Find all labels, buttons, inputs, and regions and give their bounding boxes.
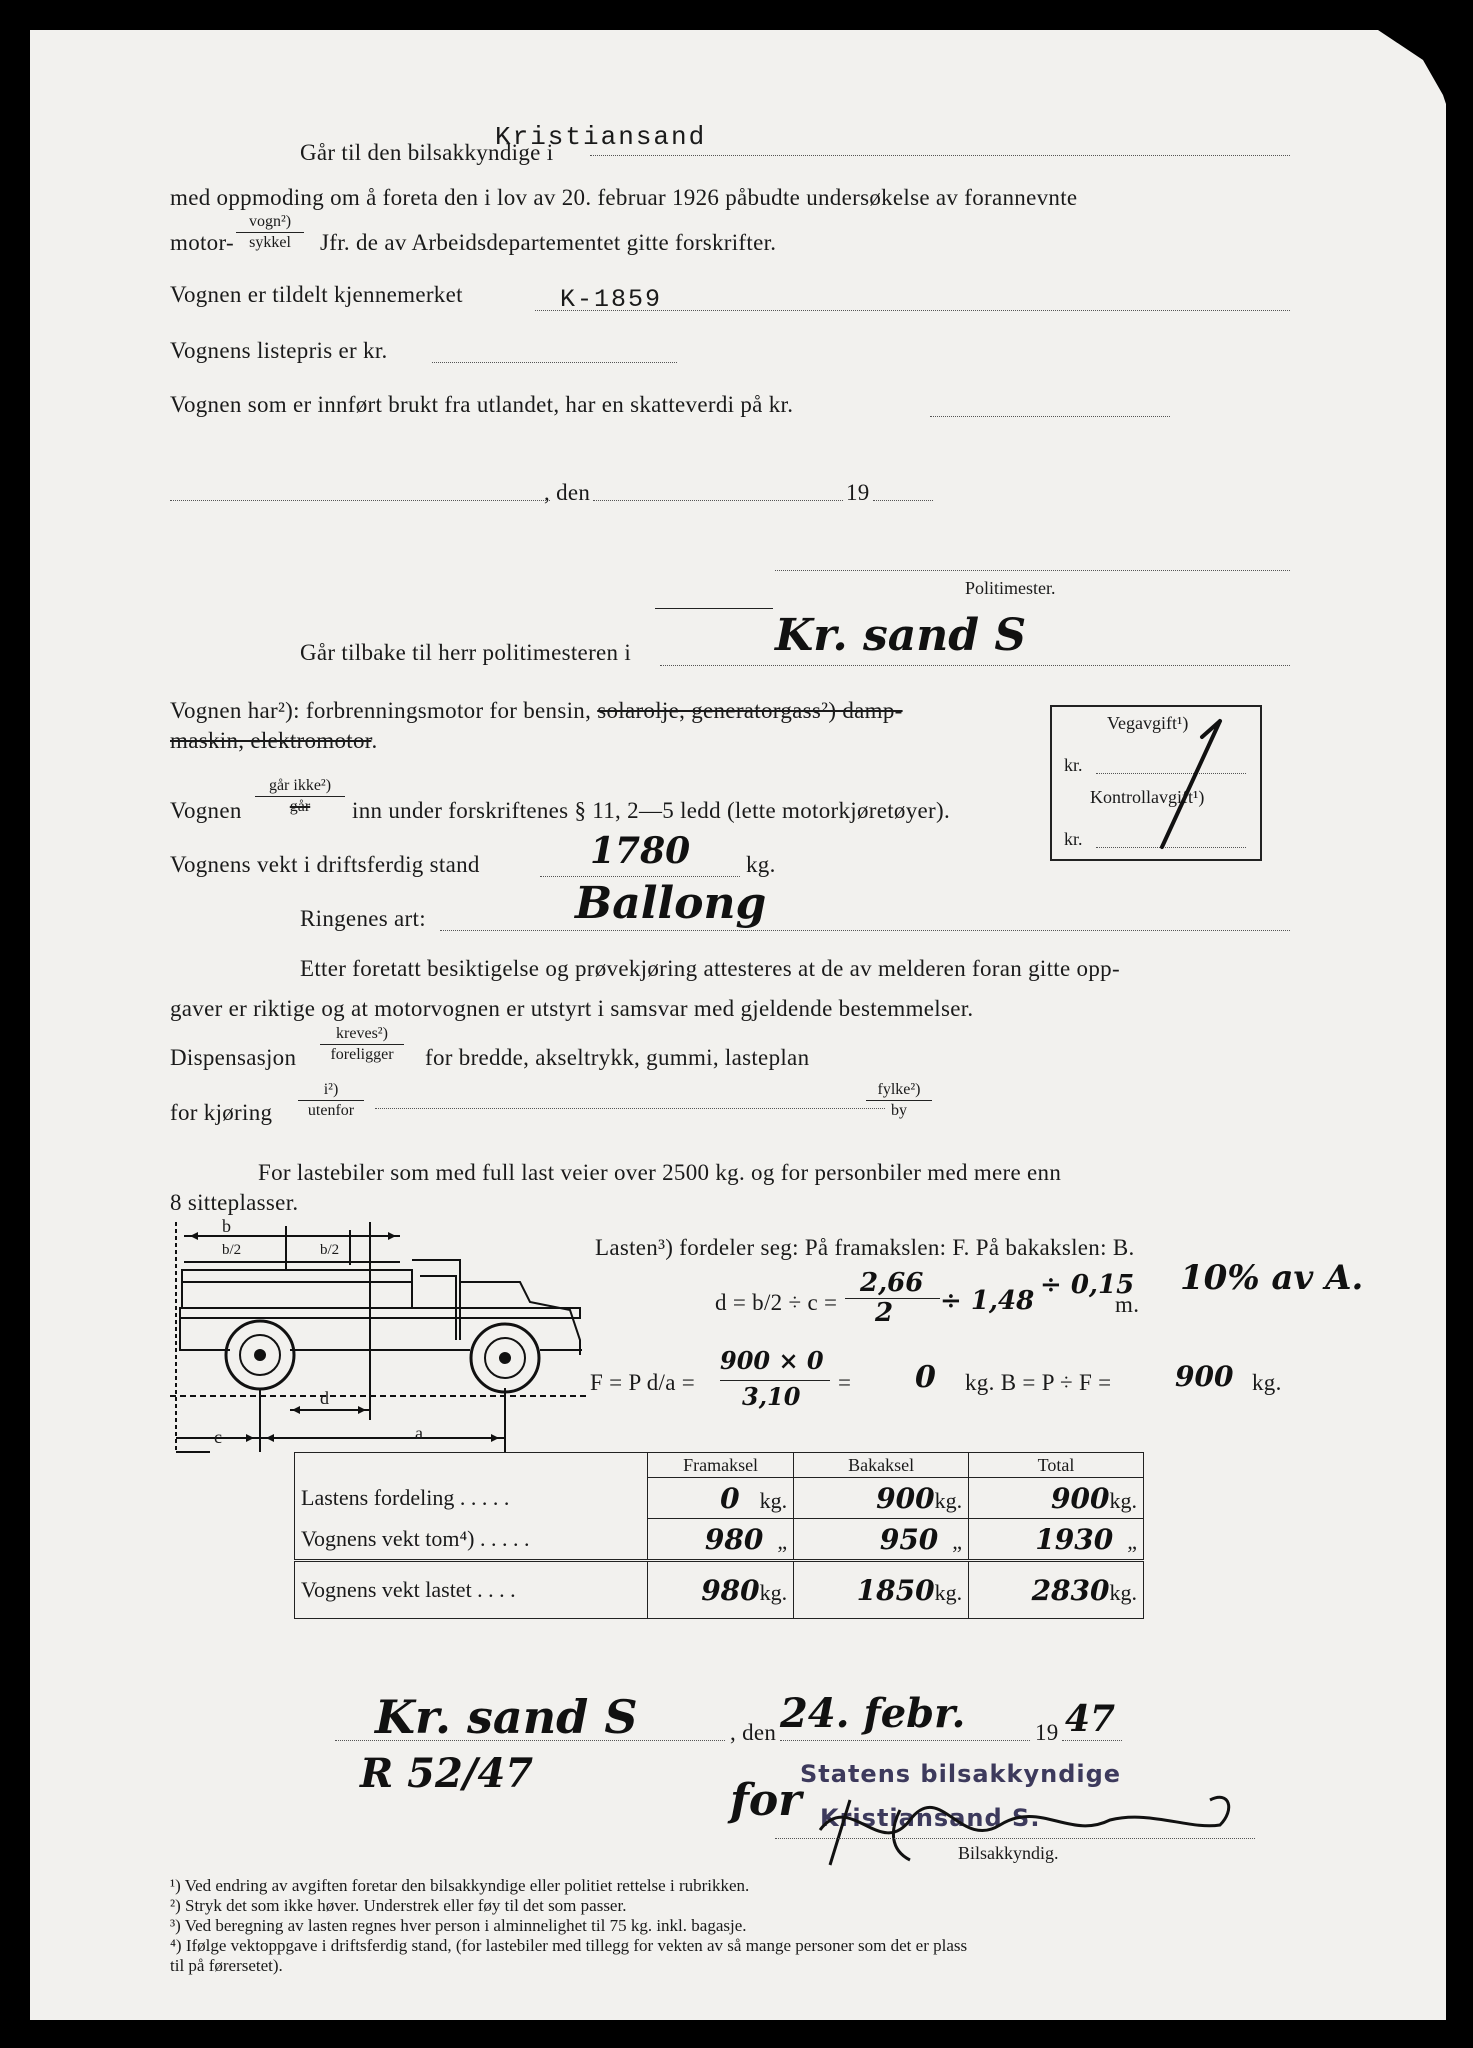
- engine-line2: [170, 728, 378, 754]
- tires-line: [440, 930, 1290, 931]
- region-frac-top: fylke²): [866, 1080, 932, 1101]
- diagram-label-c: c: [214, 1427, 222, 1447]
- weight-unit: kg.: [746, 852, 776, 877]
- table-row: [295, 1561, 1144, 1619]
- f-hw-bottom: 3,10: [742, 1382, 801, 1411]
- table-cell: [969, 1561, 1144, 1619]
- light-fraction: [255, 776, 345, 817]
- table-header: Total: [969, 1453, 1144, 1478]
- weight-line: [540, 876, 740, 877]
- table-cell: [794, 1478, 969, 1519]
- sign-den-label: , den: [730, 1720, 777, 1745]
- weight-label: Vognens vekt i driftsferdig stand: [170, 852, 480, 877]
- year-prefix: 19: [846, 480, 870, 505]
- diagram-label-a: a: [415, 1423, 423, 1443]
- sign-date-line: [780, 1740, 1030, 1741]
- truck-diagram: [170, 1216, 590, 1460]
- dispensation-fraction: [320, 1024, 404, 1065]
- footnote: ³) Ved beregning av lasten regnes hver person i alminnelighet til 75 kg. inkl. bagasje.: [170, 1916, 747, 1935]
- table-row-label: Vognens vekt lastet . . . .: [295, 1561, 648, 1619]
- section-divider: [655, 608, 773, 609]
- goes-to-prefix: Går til den bilsakkyndige i: [300, 140, 554, 165]
- vegavgift-kr: kr.: [1064, 755, 1083, 775]
- table-unit: kg.: [1109, 1579, 1137, 1605]
- light-frac-bottom: går: [289, 798, 311, 815]
- table-unit: „: [777, 1528, 788, 1554]
- region-frac-bottom: by: [891, 1102, 907, 1119]
- driving-fraction: [298, 1080, 364, 1121]
- table-hw-value: 2830: [1031, 1573, 1110, 1607]
- d-hw-b: 2,66: [860, 1268, 924, 1298]
- vegavgift-label: Vegavgift¹): [1107, 713, 1189, 733]
- goes-to-place: Kristiansand: [495, 122, 707, 152]
- table-cell: [648, 1519, 794, 1561]
- footnote: ²) Stryk det som ikke høver. Understrek eller føy til det som passer.: [170, 1896, 627, 1915]
- stamp-line2: Kristiansand S.: [820, 1804, 1041, 1832]
- tires-value: Ballong: [575, 878, 767, 929]
- motor-frac-bottom: sykkel: [249, 234, 291, 251]
- sign-place-handwritten: Kr. sand S: [375, 1690, 638, 1744]
- engine-prefix: Vognen har²): forbrenningsmotor for bensin,: [170, 698, 598, 723]
- table-unit: kg.: [934, 1487, 963, 1513]
- fees-slash-mark: [1052, 707, 1260, 859]
- table-header: Bakaksel: [794, 1453, 969, 1478]
- bilsakkyndig-label: Bilsakkyndig.: [958, 1843, 1059, 1863]
- table-unit: „: [952, 1528, 963, 1554]
- dispensation-frac-top: kreves²): [320, 1024, 404, 1045]
- sign-place-line: [335, 1740, 725, 1741]
- engine-line: [170, 698, 903, 724]
- goes-to-line: [590, 155, 1290, 156]
- import-line: [930, 416, 1170, 417]
- request-text: med oppmoding om å foreta den i lov av 20. februar 1926 påbudte undersøkelse av forannevnte: [170, 185, 1078, 210]
- table-cell: [794, 1519, 969, 1561]
- engine-struck2: maskin, elektromotor: [170, 728, 372, 753]
- attest-line1: Etter foretatt besiktigelse og prøvekjøring attesteres at de av melderen foran gitte opp-: [300, 956, 1120, 981]
- diagram-label-b: b: [222, 1216, 231, 1236]
- table-cell: [794, 1561, 969, 1619]
- trucks-note-line2: 8 sitteplasser.: [170, 1190, 299, 1215]
- driving-frac-top: i²): [298, 1080, 364, 1101]
- listprice-label: Vognens listepris er kr.: [170, 338, 388, 363]
- table-row-label: Lastens fordeling . . . . .: [295, 1478, 648, 1519]
- table-unit: kg.: [1109, 1487, 1137, 1513]
- sign-date-handwritten: 24. febr.: [780, 1690, 966, 1737]
- table-row: [295, 1478, 1144, 1519]
- b-unit: kg.: [1252, 1370, 1282, 1395]
- date-line: [593, 500, 843, 501]
- table-header: Framaksel: [648, 1453, 794, 1478]
- load-note-handwritten: 10% av A.: [1180, 1258, 1364, 1298]
- table-hw-value: 1930: [1035, 1522, 1114, 1556]
- year-line: [873, 500, 933, 501]
- return-label: Går tilbake til herr politimesteren i: [300, 640, 632, 665]
- sign-line: [775, 1838, 1255, 1839]
- dispensation-label: Dispensasjon: [170, 1045, 297, 1070]
- region-fraction: [866, 1080, 932, 1121]
- table-hw-value: 980: [704, 1522, 764, 1556]
- diagram-label-b-half1: b/2: [222, 1242, 242, 1258]
- kontrollavgift-kr: kr.: [1064, 829, 1083, 849]
- reg-label: Vognen er tildelt kjennemerket: [170, 282, 463, 307]
- sign-year-prefix: 19: [1035, 1720, 1059, 1745]
- d-hw-c: ÷ 1,48: [940, 1286, 1035, 1316]
- d-unit: m.: [1115, 1292, 1140, 1317]
- den-label: , den: [544, 480, 591, 505]
- b-formula: kg. B = P ÷ F =: [965, 1370, 1112, 1395]
- table-hw-value: 900: [876, 1481, 935, 1515]
- f-hw-fraction-bar: [720, 1380, 830, 1381]
- light-rest: inn under forskriftenes § 11, 2—5 ledd (lette motorkjøretøyer).: [352, 798, 950, 823]
- reg-value: K-1859: [560, 285, 663, 314]
- table-unit: kg.: [759, 1579, 788, 1605]
- driving-frac-bottom: utenfor: [307, 1102, 355, 1119]
- table-corner: [295, 1453, 648, 1478]
- table-row-label: Vognens vekt tom⁴) . . . . .: [295, 1519, 648, 1561]
- table-unit: kg.: [759, 1487, 788, 1513]
- footnote: ⁴) Ifølge vektoppgave i driftsferdig stand, (for lastebiler med tillegg for vekten av så mange personer som det er plass: [170, 1936, 968, 1955]
- politimester-line: [775, 570, 1290, 571]
- trucks-note-line1: For lastebiler som med full last veier over 2500 kg. og for personbiler med mere enn: [258, 1160, 1062, 1185]
- table-unit: „: [1127, 1528, 1137, 1554]
- table-hw-value: 900: [1051, 1481, 1110, 1515]
- table-hw-value: 980: [701, 1573, 760, 1607]
- tires-label: Ringenes art:: [300, 906, 426, 931]
- dispensation-rest: for bredde, akseltrykk, gummi, lasteplan: [425, 1045, 810, 1070]
- f-formula: F = P d/a =: [590, 1370, 696, 1395]
- engine-suffix: .: [371, 728, 378, 753]
- table-cell: [969, 1478, 1144, 1519]
- fees-box: [1050, 705, 1262, 861]
- f-equals: =: [838, 1370, 852, 1395]
- d-hw-d: ÷ 0,15: [1040, 1270, 1135, 1300]
- motor-prefix: motor-: [170, 230, 234, 255]
- d-formula: d = b/2 ÷ c =: [715, 1290, 838, 1315]
- import-label: Vognen som er innført brukt fra utlandet, har en skatteverdi på kr.: [170, 392, 794, 417]
- place-line: [170, 500, 550, 501]
- diagram-label-b-half2: b/2: [320, 1242, 340, 1258]
- f-hw-result: 0: [915, 1360, 936, 1395]
- politimester-label: Politimester.: [965, 578, 1056, 598]
- f-hw-top: 900 × 0: [720, 1346, 824, 1375]
- sign-year-handwritten: 47: [1065, 1698, 1116, 1740]
- footnote: ¹) Ved endring av avgiften foretar den bilsakkyndige eller politiet rettelse i rubrikken.: [170, 1876, 750, 1895]
- weight-value: 1780: [590, 830, 691, 872]
- motor-fraction: [236, 212, 304, 253]
- footnote: til på førersetet).: [170, 1956, 283, 1975]
- table-hw-value: 0: [720, 1481, 740, 1515]
- form-page: [30, 30, 1446, 2020]
- table-cell: [648, 1561, 794, 1619]
- kontrollavgift-label: Kontrollavgift¹): [1090, 787, 1205, 807]
- table-hw-value: 950: [879, 1522, 939, 1556]
- motor-frac-top: vogn²): [236, 212, 304, 233]
- torn-corner: [1273, 0, 1473, 150]
- table-hw-value: 1850: [856, 1573, 935, 1607]
- diagram-label-d: d: [320, 1388, 329, 1408]
- return-line: [660, 665, 1290, 666]
- sign-year-line: [1062, 1740, 1122, 1741]
- reg-line: [535, 310, 1290, 311]
- sign-for-handwritten: for: [730, 1775, 802, 1826]
- dispensation-frac-bottom: foreligger: [330, 1046, 394, 1063]
- table-row: [295, 1519, 1144, 1561]
- engine-struck1: solarolje, generatorgass²) damp-: [597, 698, 903, 723]
- light-frac-top: går ikke²): [255, 776, 345, 797]
- weight-table: [294, 1452, 1144, 1619]
- d-hw-2: 2: [875, 1298, 894, 1328]
- table-cell: [969, 1519, 1144, 1561]
- driving-line: [375, 1108, 885, 1109]
- return-place-handwritten: Kr. sand S: [775, 610, 1027, 661]
- driving-label: for kjøring: [170, 1100, 273, 1125]
- table-unit: kg.: [934, 1579, 963, 1605]
- motor-rest: Jfr. de av Arbeidsdepartementet gitte forskrifter.: [320, 230, 777, 255]
- light-prefix: Vognen: [170, 798, 242, 823]
- sign-ref-handwritten: R 52/47: [360, 1750, 534, 1797]
- stamp-line1: Statens bilsakkyndige: [800, 1760, 1122, 1788]
- load-heading: Lasten³) fordeler seg: På framakslen: F. På bakakslen: B.: [595, 1235, 1135, 1260]
- b-hw-result: 900: [1175, 1360, 1234, 1393]
- table-cell: [648, 1478, 794, 1519]
- attest-line2: gaver er riktige og at motorvognen er utstyrt i samsvar med gjeldende bestemmelser.: [170, 996, 974, 1021]
- listprice-line: [432, 362, 677, 363]
